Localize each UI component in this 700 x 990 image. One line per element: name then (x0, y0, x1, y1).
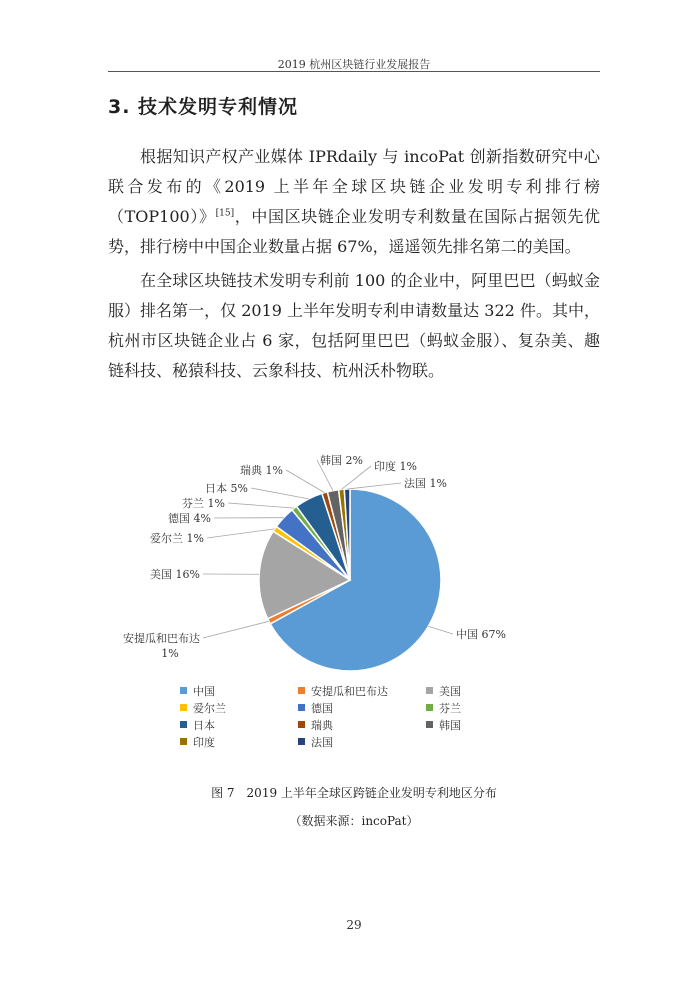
leader-line-8 (286, 470, 325, 493)
legend-label-9: 韩国 (439, 719, 461, 732)
header-divider (108, 71, 600, 72)
legend-swatch-3 (426, 687, 433, 694)
paragraph-1-text-a: 根据知识产权产业媒体 IPRdaily 与 incoPat 创新指数研究中心联合发布的《2019 上半年全球区块链企业发明专利排行榜（TOP100）》 (108, 147, 600, 226)
page-number: 29 (346, 918, 362, 932)
leader-line-4 (207, 529, 275, 538)
legend-swatch-5 (298, 704, 305, 711)
figure-source: （数据来源：incoPat） (289, 814, 419, 828)
leader-line-10 (341, 466, 371, 489)
legend-swatch-9 (426, 721, 433, 728)
data-label-6: 芬兰 1% (182, 497, 225, 510)
citation-marker[interactable]: [15] (215, 208, 235, 219)
legend-label-1: 中国 (193, 685, 215, 698)
data-label-5: 德国 4% (168, 512, 211, 525)
section-heading: 3. 技术发明专利情况 (108, 96, 299, 118)
leader-line-11 (347, 483, 401, 489)
data-label-2: 安提瓜和巴布达 (123, 632, 200, 645)
leader-line-6 (228, 503, 294, 508)
paragraph-2: 在全球区块链技术发明专利前 100 的企业中，阿里巴巴（蚂蚁金服）排名第一，仅 2019 上半年发明专利申请数量达 322 件。其中，杭州市区块链企业占 6 家，包括阿里巴巴（蚂蚁金服）、复杂美、趣链科技、秘猿科技、云象科技、杭州沃朴物联。 (108, 271, 600, 380)
data-label-4: 爱尔兰 1% (150, 532, 204, 545)
legend-label-3: 美国 (439, 685, 461, 698)
paragraph-1 (108, 142, 600, 262)
legend-label-6: 芬兰 (439, 702, 461, 715)
pie-chart (108, 450, 600, 760)
paragraph-1-text-b: ，中国区块链企业发明专利数量在国际占据领先优势，排行榜中中国企业数量占据 67%，遥遥领先排名第二的美国。 (108, 207, 600, 256)
leader-line-1 (428, 626, 453, 634)
data-label-2-value: 1% (161, 647, 179, 660)
legend-swatch-7 (180, 721, 187, 728)
pie-chart-svg (108, 450, 600, 760)
leader-line-2 (203, 621, 269, 638)
legend-swatch-2 (298, 687, 305, 694)
page-header: 2019 杭州区块链行业发展报告 (277, 58, 431, 71)
legend-label-10: 印度 (193, 736, 215, 749)
body-text (108, 142, 600, 386)
legend-label-7: 日本 (193, 719, 215, 732)
legend-label-5: 德国 (311, 702, 333, 715)
figure-caption: 图 7 2019 上半年全球区跨链企业发明专利地区分布 (211, 786, 497, 800)
data-label-11: 法国 1% (404, 477, 447, 490)
legend-label-8: 瑞典 (311, 719, 333, 732)
legend-swatch-8 (298, 721, 305, 728)
legend-swatch-1 (180, 687, 187, 694)
legend-swatch-6 (426, 704, 433, 711)
data-label-9: 韩国 2% (320, 454, 363, 467)
data-label-8: 瑞典 1% (240, 464, 283, 477)
data-label-10: 印度 1% (374, 460, 417, 473)
legend-swatch-10 (180, 738, 187, 745)
data-label-7: 日本 5% (205, 482, 248, 495)
legend-swatch-11 (298, 738, 305, 745)
data-label-3: 美国 16% (150, 568, 200, 581)
legend-swatch-4 (180, 704, 187, 711)
leader-line-7 (251, 488, 309, 499)
legend-label-2: 安提瓜和巴布达 (311, 685, 388, 698)
data-label-1: 中国 67% (456, 628, 506, 641)
legend-label-11: 法国 (311, 736, 333, 749)
legend-label-4: 爱尔兰 (193, 702, 226, 715)
